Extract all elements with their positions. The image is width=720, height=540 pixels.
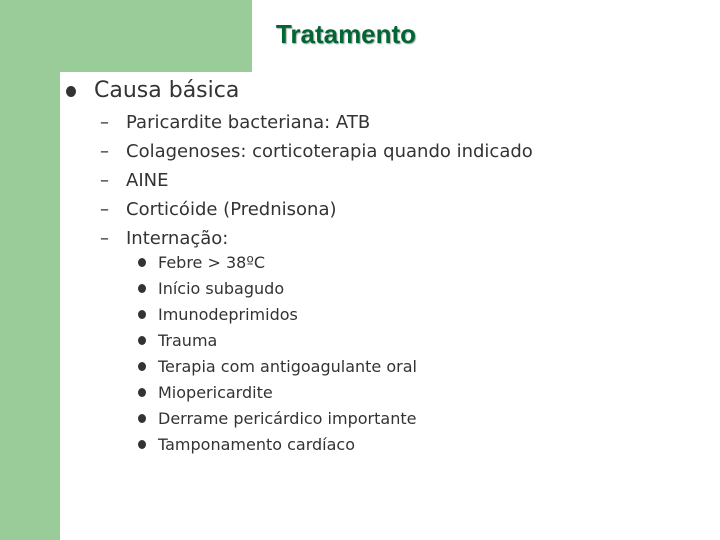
- bullet-icon: [138, 440, 146, 449]
- decorative-left-band: [0, 0, 60, 540]
- list-item: [138, 277, 417, 303]
- dash-icon: –: [100, 228, 109, 249]
- list-item: [138, 433, 417, 459]
- list-item: [138, 381, 417, 407]
- criterion-text: Febre > 38ºC: [158, 253, 266, 272]
- criterion-text: Imunodeprimidos: [158, 305, 298, 324]
- cause-text: Internação:: [126, 228, 229, 249]
- causes-list: [100, 110, 533, 255]
- dash-icon: –: [100, 112, 109, 133]
- list-item: [100, 110, 533, 139]
- cause-text: AINE: [126, 170, 169, 191]
- list-item: [138, 355, 417, 381]
- list-item: [138, 303, 417, 329]
- bullet-icon: [138, 284, 146, 293]
- main-bullet-text: Causa básica: [94, 78, 240, 103]
- criterion-text: Derrame pericárdico importante: [158, 409, 417, 428]
- cause-text: Corticóide (Prednisona): [126, 199, 337, 220]
- list-item: [138, 329, 417, 355]
- criterion-text: Trauma: [158, 331, 218, 350]
- slide-title: Tratamento: [275, 19, 417, 49]
- list-item: [100, 197, 533, 226]
- criterion-text: Tamponamento cardíaco: [158, 435, 356, 454]
- bullet-icon: [138, 362, 146, 371]
- criterion-text: Início subagudo: [158, 279, 285, 298]
- bullet-icon: [138, 310, 146, 319]
- cause-text: Colagenoses: corticoterapia quando indicado: [126, 141, 533, 162]
- bullet-icon: [66, 86, 76, 97]
- criterion-text: Miopericardite: [158, 383, 273, 402]
- dash-icon: –: [100, 199, 109, 220]
- cause-text: Paricardite bacteriana: ATB: [126, 112, 371, 133]
- list-item: [100, 139, 533, 168]
- bullet-icon: [138, 336, 146, 345]
- hospitalization-criteria-list: [138, 251, 417, 459]
- bullet-icon: [138, 414, 146, 423]
- bullet-icon: [138, 388, 146, 397]
- criterion-text: Terapia com antigoagulante oral: [158, 357, 417, 376]
- bullet-icon: [138, 258, 146, 267]
- dash-icon: –: [100, 170, 109, 191]
- dash-icon: –: [100, 141, 109, 162]
- list-item: [138, 407, 417, 433]
- list-item: [100, 168, 533, 197]
- list-item: [138, 251, 417, 277]
